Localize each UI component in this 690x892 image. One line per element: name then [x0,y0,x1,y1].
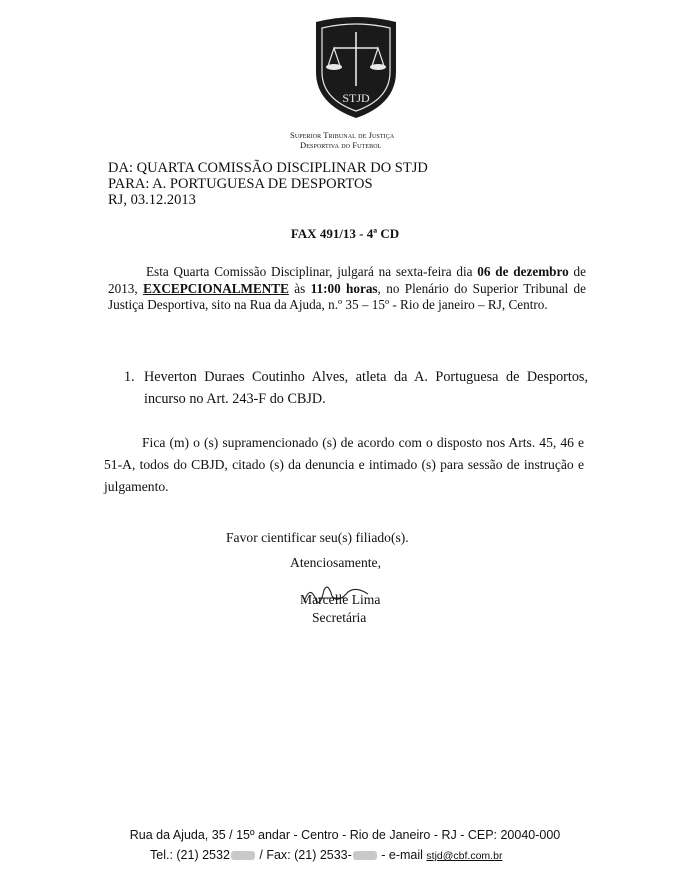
paragraph-citation: Fica (m) o (s) supramencionado (s) de acordo com o disposto nos Arts. 45, 46 e 51-A, todos do CBJD, citado (s) da denuncia e intimado (s) para sessão de instrução e julgamento. [104,435,584,494]
fax-reference: FAX 491/13 - 4ª CD [290,226,400,241]
footer-contact: Tel.: (21) 2532 / Fax: (21) 2533- - e-mail stjd@cbf.com.br [150,848,503,862]
list-item [124,366,588,410]
redacted-number [231,851,255,860]
list-item-text: Heverton Duraes Coutinho Alves, atleta da A. Portuguesa de Desportos, incurso no Art. 243-F do CBJD. [144,369,588,407]
header-date: RJ, 03.12.2013 [108,192,196,208]
header-to: PARA: A. PORTUGUESA DE DESPORTOS [108,176,373,192]
footer-address: Rua da Ajuda, 35 / 15º andar - Centro - Rio de Janeiro - RJ - CEP: 20040-000 [129,828,561,842]
paragraph-hearing-notice: Esta Quarta Comissão Disciplinar, julgará na sexta-feira dia 06 de dezembro de 2013, EXCEPCIONALMENTE às 11:00 horas, no Plenário do Superior Tribunal de Justiça Desportiva, sito na Rua da Ajuda, n.º 35 – 15º - Rio de janeiro – RJ, Centro. [108,264,586,312]
svg-text:STJD: STJD [342,91,370,105]
redacted-number [353,851,377,860]
org-line-1: Superior Tribunal de Justiça [290,130,395,140]
email-link[interactable]: stjd@cbf.com.br [426,850,503,862]
document-header [108,160,428,208]
closing-regards: Atenciosamente, [290,555,381,570]
org-line-2: Desportiva do Futebol [300,140,382,150]
header-from: DA: QUARTA COMISSÃO DISCIPLINAR DO STJD [108,160,428,176]
signer-name: Marcelle Lima [300,592,381,607]
closing-request: Favor cientificar seu(s) filiado(s). [226,530,409,545]
signer-role: Secretária [312,610,367,625]
list-item-number: 1. [124,369,135,385]
organization-name [290,130,430,150]
stjd-logo [310,14,402,122]
